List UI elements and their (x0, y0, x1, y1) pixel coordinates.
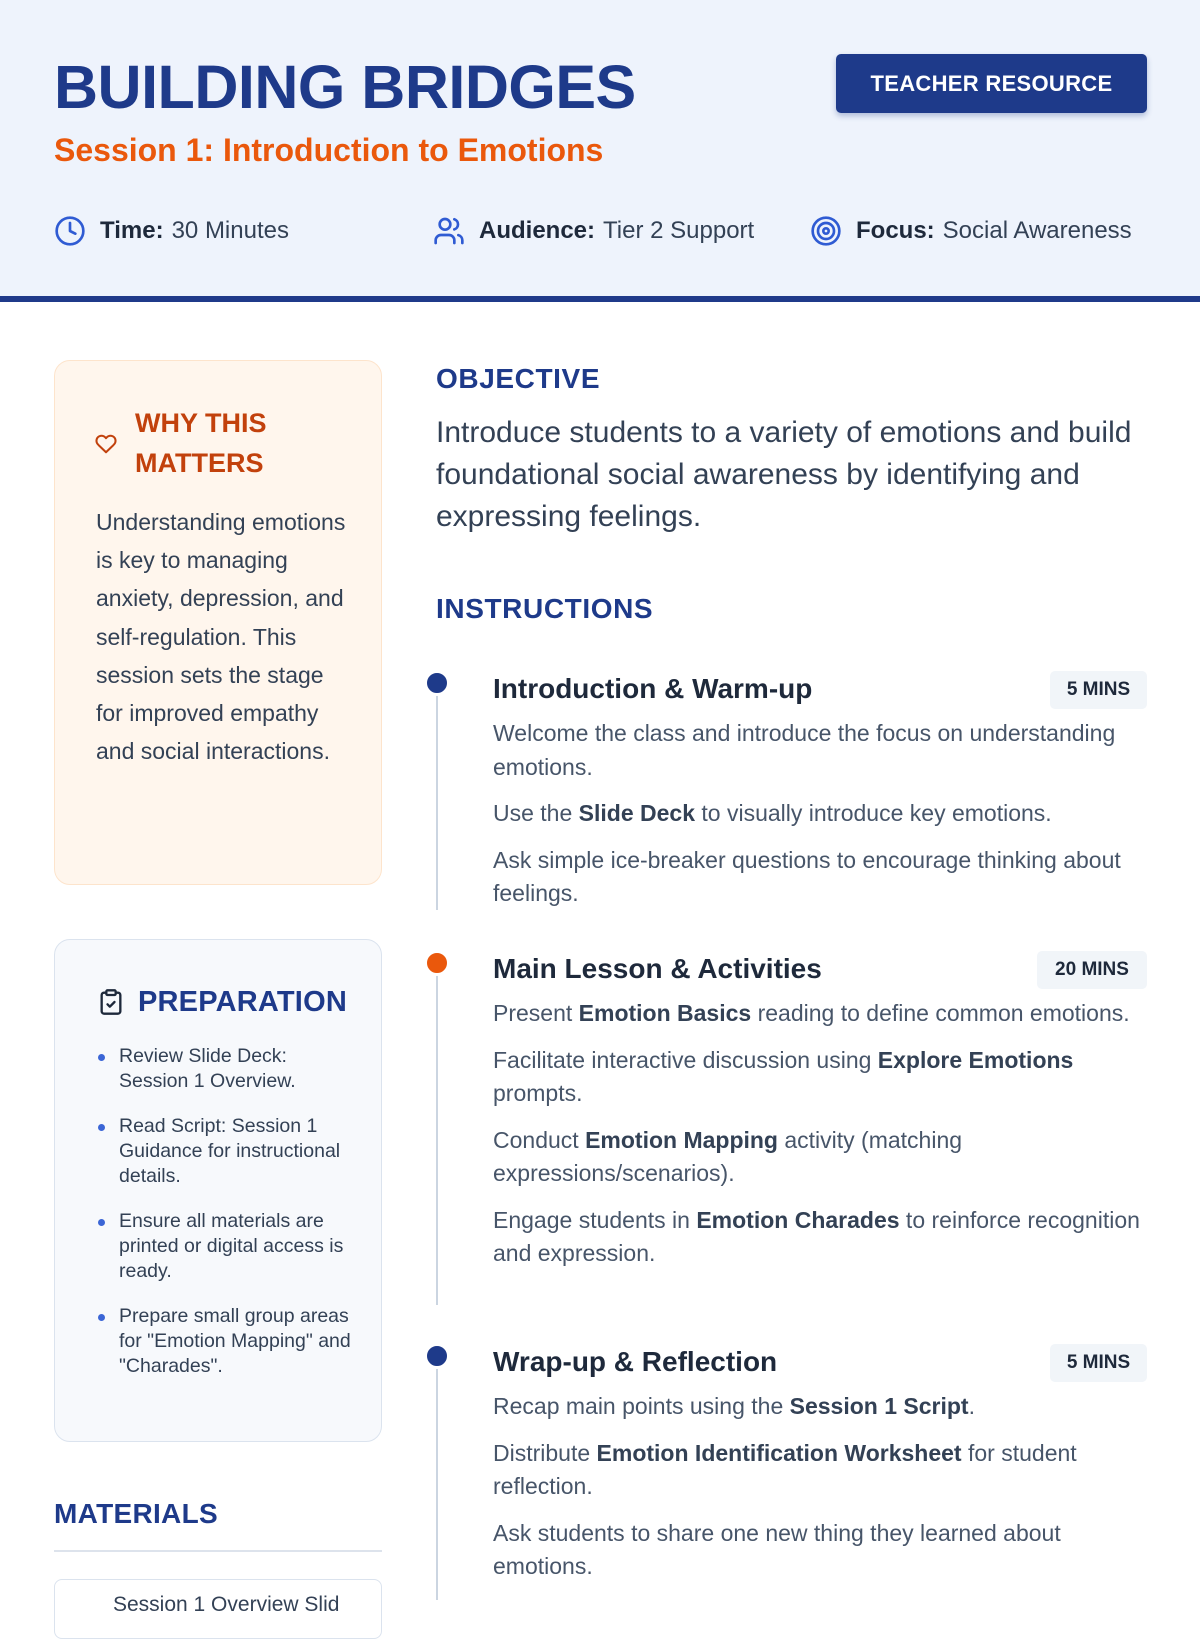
heart-icon (95, 433, 117, 455)
timeline-line (436, 685, 438, 910)
material-item[interactable] (54, 1579, 382, 1639)
why-this-matters-title: WHY THIS MATTERS (135, 408, 267, 478)
step-instruction: Facilitate interactive discussion using Explore Emotions prompts. (493, 1046, 1074, 1106)
duration-badge: 20 MINS (1037, 951, 1147, 989)
timeline-dot (424, 1343, 450, 1369)
preparation-card (54, 939, 382, 1442)
meta-time-label: Time: (100, 217, 164, 244)
step-instruction: Ask students to share one new thing they learned about emotions. (493, 1519, 1061, 1579)
meta-time-value: 30 Minutes (171, 217, 289, 244)
step-instruction: Engage students in Emotion Charades to reinforce recognition and expression. (493, 1206, 1140, 1266)
step-instruction: Ask simple ice-breaker questions to encourage thinking about feelings. (493, 846, 1121, 906)
header (0, 0, 1200, 302)
timeline-dot (424, 950, 450, 976)
timeline-line (436, 1358, 438, 1600)
step-instruction: Distribute Emotion Identification Worksheet for student reflection. (493, 1439, 1077, 1499)
meta-focus-label: Focus: (856, 217, 935, 244)
emphasized-resource: Slide Deck (578, 800, 695, 826)
timeline-dot (424, 670, 450, 696)
step-instruction: Recap main points using the Session 1 Script. (493, 1393, 975, 1419)
meta-focus-value: Social Awareness (942, 217, 1132, 244)
step-title: Main Lesson & Activities (493, 953, 822, 984)
meta-time (54, 212, 289, 250)
step-title: Wrap-up & Reflection (493, 1346, 778, 1377)
list-item: Review Slide Deck: Session 1 Overview. (119, 1044, 351, 1094)
users-icon (433, 215, 465, 247)
page-title: BUILDING BRIDGES (54, 53, 636, 121)
emphasized-resource: Emotion Identification Worksheet (596, 1439, 962, 1466)
material-item-label: Session 1 Overview Slid (113, 1593, 340, 1616)
list-item: Prepare small group areas for "Emotion Mapping" and "Charades". (119, 1305, 351, 1377)
list-item: Ensure all materials are printed or digital access is ready. (119, 1209, 351, 1284)
target-icon (810, 215, 842, 247)
duration-badge: 5 MINS (1050, 671, 1147, 709)
emphasized-resource: Emotion Mapping (585, 1126, 778, 1153)
page-subtitle: Session 1: Introduction to Emotions (54, 132, 604, 168)
clock-icon (54, 215, 86, 247)
step-instruction: Conduct Emotion Mapping activity (matching expressions/scenarios). (493, 1126, 963, 1186)
timeline-line (436, 965, 438, 1305)
meta-audience-value: Tier 2 Support (603, 217, 755, 244)
duration-badge: 5 MINS (1050, 1344, 1147, 1382)
instructions-title: INSTRUCTIONS (436, 593, 654, 624)
why-this-matters-card (54, 360, 382, 885)
materials-divider (54, 1550, 382, 1552)
teacher-resource-badge: TEACHER RESOURCE (836, 54, 1147, 113)
step-instruction: Use the Slide Deck to visually introduce key emotions. (493, 800, 1052, 826)
list-item: Read Script: Session 1 Guidance for instructional details. (119, 1114, 351, 1189)
meta-audience (433, 212, 754, 250)
emphasized-resource: Emotion Basics (578, 1000, 752, 1026)
step-content (493, 717, 1149, 924)
objective-text: Introduce students to a variety of emotions and build foundational social awareness by identifying and expressing feelings. (436, 416, 1132, 533)
preparation-title: PREPARATION (138, 986, 347, 1018)
step-content (493, 997, 1149, 1284)
why-this-matters-body: Understanding emotions is key to managing anxiety, depression, and self-regulation. This session sets the stage for improved empathy and social interactions. (96, 509, 346, 765)
materials-title: MATERIALS (54, 1498, 218, 1529)
emphasized-resource: Explore Emotions (877, 1046, 1074, 1073)
clipboard-check-icon (97, 988, 125, 1016)
meta-audience-label: Audience: (479, 217, 596, 244)
step-instruction: Present Emotion Basics reading to define common emotions. (493, 1000, 1130, 1026)
step-instruction: Welcome the class and introduce the focus on understanding emotions. (493, 720, 1116, 780)
emphasized-resource: Emotion Charades (696, 1206, 900, 1233)
step-content (493, 1390, 1149, 1597)
meta-focus (810, 212, 1132, 250)
preparation-list (119, 1044, 351, 1399)
objective-title: OBJECTIVE (436, 363, 601, 394)
emphasized-resource: Session 1 Script (789, 1393, 969, 1419)
step-title: Introduction & Warm-up (493, 673, 813, 704)
